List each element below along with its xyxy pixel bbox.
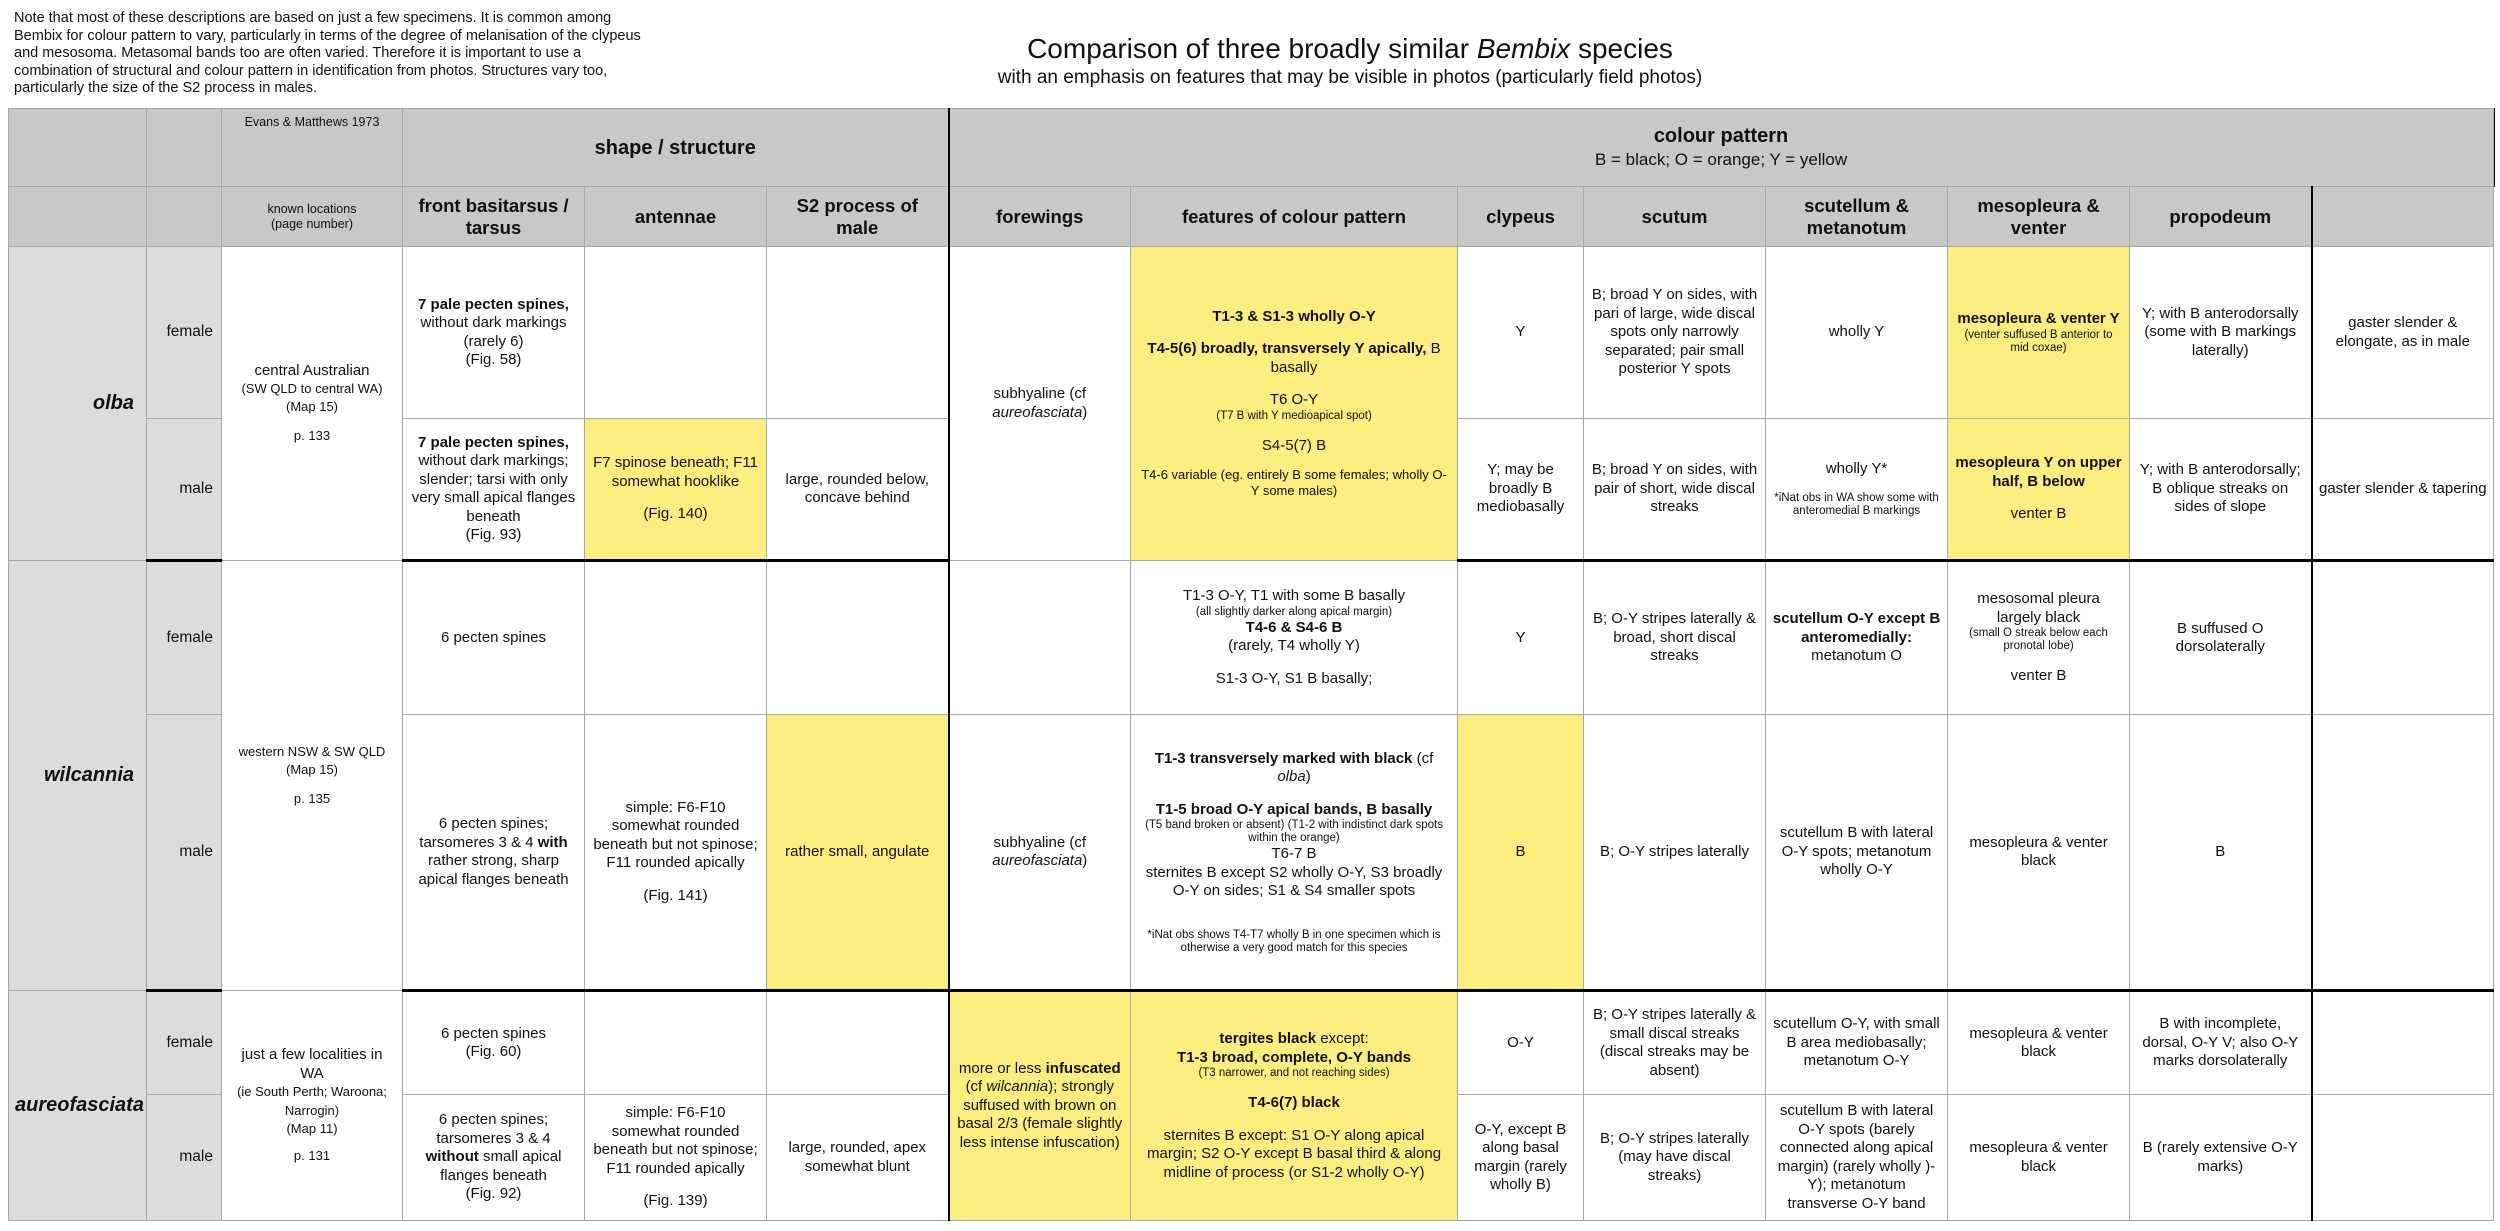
text-bold: T4-6(7) black — [1248, 1094, 1340, 1111]
fig-ref: (Fig. 92) — [465, 1185, 522, 1203]
text-italic: aureofasciata — [992, 403, 1083, 421]
header-column-row — [9, 187, 2494, 247]
text-bold: T4-5(6) broadly, transversely Y apically, — [1147, 340, 1427, 358]
olba-male-s2: large, rounded below, concave behind — [767, 419, 949, 561]
title-post: species — [1570, 33, 1673, 64]
text-bold: infuscated — [1045, 1059, 1121, 1077]
evans-header: Evans & Matthews 1973 — [222, 109, 403, 187]
text-line: F7 spinose beneath; F11 somewhat hooklike — [593, 454, 758, 490]
aureofasciata-forewings — [949, 991, 1131, 1221]
wilcannia-male-front — [403, 715, 585, 991]
olba-female-clypeus: Y — [1458, 247, 1584, 419]
text-line: S4-5(7) B — [1261, 436, 1327, 454]
text-part: ); strongly suffused with brown on basal 2/3 (female slightly less intense infuscation) — [957, 1078, 1123, 1151]
wilcannia-locations — [222, 561, 403, 991]
text-part: subhyaline (cf — [993, 385, 1087, 402]
corner-cell — [147, 109, 222, 187]
sex-label: female — [147, 247, 222, 419]
text-line: venter B — [2010, 505, 2067, 523]
wilcannia-female-forewings — [949, 561, 1131, 715]
text-line: 6 pecten spines — [440, 1024, 547, 1042]
olba-female-scutum: B; broad Y on sides, with pari of large, wide discal spots only narrowly separated; pair small posterior Y spots — [1584, 247, 1766, 419]
text-line: (rarely, T4 wholly Y) — [1228, 637, 1360, 654]
olba-male-mesopleura — [1948, 419, 2130, 561]
aureofasciata-female-s2 — [767, 991, 949, 1095]
aureofasciata-female-scutum: B; O-Y stripes laterally & small discal streaks (discal streaks may be absent) — [1584, 991, 1766, 1095]
text-bold: mesopleura & venter Y — [1957, 310, 2120, 328]
col-s2-process: S2 process of male — [767, 187, 949, 247]
text-part: 6 pecten spines; tarsomeres 3 & 4 — [419, 815, 549, 851]
page-number-label: (page number) — [271, 216, 353, 231]
aureofasciata-male-front — [403, 1095, 585, 1221]
wilcannia-male-scutum: B; O-Y stripes laterally — [1584, 715, 1766, 991]
wilcannia-female-s2 — [767, 561, 949, 715]
text-line: without dark markings; slender; tarsi with only very small apical flanges beneath — [411, 452, 576, 525]
colour-key: B = black; O = orange; Y = yellow — [1594, 149, 1848, 169]
aureofasciata-features — [1131, 991, 1458, 1221]
text-part: (cf — [965, 1078, 987, 1096]
col-other — [2312, 187, 2494, 247]
species-name-aureofasciata: aureofasciata — [9, 991, 147, 1221]
loc-line: western NSW & SW QLD — [238, 743, 386, 759]
loc-page: p. 131 — [293, 1147, 331, 1163]
text-italic: olba — [1277, 768, 1306, 785]
wilcannia-male-other — [2312, 715, 2494, 991]
text-part: 6 pecten spines; tarsomeres 3 & 4 — [436, 1111, 551, 1147]
col-forewings: forewings — [949, 187, 1131, 247]
text-small: (small O streak below each pronotal lobe) — [1969, 627, 2108, 653]
wilcannia-male-clypeus: B — [1458, 715, 1584, 991]
aureofasciata-male-mesopleura: mesopleura & venter black — [1948, 1095, 2130, 1221]
text-bold: 7 pale pecten spines, — [418, 295, 569, 313]
corner-cell — [9, 109, 147, 187]
fig-ref: (Fig. 60) — [465, 1043, 522, 1060]
title-pre: Comparison of three broadly similar — [1027, 33, 1477, 64]
wilcannia-female-features — [1131, 561, 1458, 715]
text-italic: aureofasciata — [992, 852, 1083, 869]
text-small: (venter suffused B anterior to mid coxae) — [1964, 328, 2113, 354]
fig-ref: (Fig. 141) — [643, 886, 708, 904]
text-bold: 7 pale pecten spines, — [418, 433, 569, 451]
olba-features — [1131, 247, 1458, 561]
aureofasciata-male-clypeus: O-Y, except B along basal margin (rarely wholly B) — [1458, 1095, 1584, 1221]
text-bold: T1-3 & S1-3 wholly O-Y — [1212, 307, 1376, 325]
text-line: T6 O-Y — [1269, 391, 1319, 409]
aureofasciata-male-scutellum: scutellum B with lateral O-Y spots (barely connected along apical margin) (rarely wholly )- Y); metanotum transverse O-Y band — [1766, 1095, 1948, 1221]
wilcannia-male-mesopleura: mesopleura & venter black — [1948, 715, 2130, 991]
col-front-basitarsus: front basitarsus / tarsus — [403, 187, 585, 247]
text-small: (T5 band broken or absent) (T1-2 with indistinct dark spots within the orange) — [1145, 819, 1443, 844]
text-bold: T1-3 broad, complete, O-Y bands — [1177, 1048, 1411, 1066]
text-line: simple: F6-F10 somewhat rounded beneath but not spinose; F11 rounded apically — [593, 798, 758, 872]
text-line: sternites B except: S1 O-Y along apical margin; S2 O-Y except B basal third & along midline of process (or S1-2 wholly O-Y) — [1146, 1126, 1442, 1181]
olba-male-antennae — [585, 419, 767, 561]
aureofasciata-female-other — [2312, 991, 2494, 1095]
sex-label: male — [147, 419, 222, 561]
olba-forewings — [949, 247, 1131, 561]
olba-female-s2 — [767, 247, 949, 419]
olba-female-antennae — [585, 247, 767, 419]
col-scutellum: scutellum & metanotum — [1766, 187, 1948, 247]
olba-male-scutellum — [1766, 419, 1948, 561]
col-antennae: antennae — [585, 187, 767, 247]
loc-line: (SW QLD to central WA) — [241, 381, 383, 397]
page-title-block — [930, 32, 1770, 90]
olba-locations — [222, 247, 403, 561]
page-subtitle: with an emphasis on features that may be visible in photos (particularly field photos) — [997, 67, 1703, 88]
text-line: T4-6 variable (eg. entirely B some females; wholly O-Y some males) — [1141, 467, 1447, 499]
olba-female-other: gaster slender & elongate, as in male — [2312, 247, 2494, 419]
colour-pattern-header — [949, 109, 2494, 187]
page-title — [930, 32, 1770, 66]
header-group-row — [9, 109, 2494, 187]
fig-ref: (Fig. 93) — [465, 526, 522, 543]
wilcannia-female-clypeus: Y — [1458, 561, 1584, 715]
wilcannia-female-scutellum — [1766, 561, 1948, 715]
text-part: more or less — [958, 1059, 1046, 1077]
aureofasciata-female-scutellum: scutellum O-Y, with small B area mediobasally; metanotum O-Y — [1766, 991, 1948, 1095]
text-line: T6-7 B — [1271, 845, 1317, 862]
aureofasciata-male-antennae — [585, 1095, 767, 1221]
col-features-colour: features of colour pattern — [1131, 187, 1458, 247]
loc-map: (Map 15) — [285, 399, 339, 415]
aureofasciata-male-propodeum: B (rarely extensive O-Y marks) — [2130, 1095, 2312, 1221]
text-small: *iNat obs in WA show some with anteromedial B markings — [1774, 492, 1939, 518]
col-mesopleura: mesopleura & venter — [1948, 187, 2130, 247]
text-part: except: — [1316, 1030, 1369, 1047]
wilcannia-male-scutellum: scutellum B with lateral O-Y spots; metanotum wholly O-Y — [1766, 715, 1948, 991]
fig-ref: (Fig. 58) — [465, 351, 522, 368]
loc-page: p. 133 — [293, 427, 331, 443]
aureofasciata-male-s2: large, rounded, apex somewhat blunt — [767, 1095, 949, 1221]
wilcannia-male-forewings — [949, 715, 1131, 991]
aureofasciata-male-other — [2312, 1095, 2494, 1221]
shape-structure-header: shape / structure — [403, 109, 949, 187]
text-small: (T3 narrower, and not reaching sides) — [1198, 1067, 1390, 1079]
text-part: (cf — [1412, 749, 1434, 767]
text-part: ) — [1082, 403, 1088, 421]
loc-map: (Map 11) — [286, 1121, 338, 1136]
olba-male-propodeum: Y; with B anterodorsally; B oblique streaks on sides of slope — [2130, 419, 2312, 561]
text-part: rather strong, sharp apical flanges beneath — [418, 852, 569, 888]
colour-pattern-title: colour pattern — [1653, 124, 1789, 147]
corner-cell — [9, 187, 147, 247]
aureofasciata-female-clypeus: O-Y — [1458, 991, 1584, 1095]
aureofasciata-locations — [222, 991, 403, 1221]
loc-page: p. 135 — [293, 790, 331, 806]
fig-ref: (Fig. 140) — [643, 505, 708, 523]
wilcannia-female-row — [9, 561, 2494, 715]
aureofasciata-female-propodeum: B with incomplete, dorsal, O-Y V; also O-Y marks dorsolaterally — [2130, 991, 2312, 1095]
olba-male-scutum: B; broad Y on sides, with pair of short, wide discal streaks — [1584, 419, 1766, 561]
olba-female-propodeum: Y; with B anterodorsally (some with B markings laterally) — [2130, 247, 2312, 419]
text-bold: T1-5 broad O-Y apical bands, B basally — [1155, 800, 1433, 818]
text-italic: wilcannia — [986, 1078, 1049, 1096]
sex-label: male — [147, 715, 222, 991]
wilcannia-female-mesopleura — [1948, 561, 2130, 715]
wilcannia-male-s2: rather small, angulate — [767, 715, 949, 991]
corner-cell — [147, 187, 222, 247]
col-scutum: scutum — [1584, 187, 1766, 247]
text-bold: tergites black — [1219, 1030, 1317, 1047]
text-small: *iNat obs shows T4-T7 wholly B in one specimen which is otherwise a very good match for this species — [1147, 928, 1441, 954]
text-bold: mesopleura Y on upper half, B below — [1955, 454, 2122, 490]
text-line: metanotum O — [1811, 647, 1902, 665]
known-locations-label: known locations — [267, 201, 357, 216]
text-bold: without — [425, 1148, 479, 1166]
text-part: small apical flanges beneath — [440, 1148, 562, 1184]
olba-female-row — [9, 247, 2494, 419]
text-bold: scutellum O-Y except B anteromedially: — [1772, 610, 1941, 646]
olba-male-clypeus: Y; may be broadly B mediobasally — [1458, 419, 1584, 561]
text-bold: T4-6 & S4-6 B — [1245, 618, 1343, 636]
wilcannia-female-front: 6 pecten spines — [403, 561, 585, 715]
loc-map: (Map 15) — [285, 762, 339, 778]
wilcannia-female-scutum: B; O-Y stripes laterally & broad, short discal streaks — [1584, 561, 1766, 715]
aureofasciata-female-row — [9, 991, 2494, 1095]
text-bold: T1-3 transversely marked with black — [1154, 749, 1413, 767]
wilcannia-female-propodeum: B suffused O dorsolaterally — [2130, 561, 2312, 715]
olba-female-mesopleura — [1948, 247, 2130, 419]
species-name-olba: olba — [9, 247, 147, 561]
aureofasciata-female-antennae — [585, 991, 767, 1095]
text-small: (all slightly darker along apical margin) — [1195, 605, 1393, 618]
olba-male-front — [403, 419, 585, 561]
loc-line: just a few localities in WA — [241, 1046, 383, 1082]
text-line: wholly Y* — [1825, 459, 1888, 477]
wilcannia-female-antennae — [585, 561, 767, 715]
aureofasciata-female-mesopleura: mesopleura & venter black — [1948, 991, 2130, 1095]
text-small: (T7 B with Y medioapical spot) — [1216, 409, 1372, 422]
col-propodeum: propodeum — [2130, 187, 2312, 247]
olba-female-front — [403, 247, 585, 419]
text-part: B basally — [1270, 340, 1441, 376]
sex-label: female — [147, 991, 222, 1095]
fig-ref: (Fig. 139) — [643, 1192, 708, 1210]
disclaimer-note: Note that most of these descriptions are based on just a few specimens. It is common among Bembix for colour pattern to vary, particularly in terms of the degree of melanisation of the clypeus and mesosoma. Metasomal bands too are often varied. Therefore it is important to use a combination of structural and colour pattern in identification from photos. Structures vary too, particularly the size of the S2 process in males. — [14, 10, 641, 96]
text-line: S1-3 O-Y, S1 B basally; — [1215, 669, 1373, 687]
sex-label: female — [147, 561, 222, 715]
text-part: ) — [1305, 768, 1311, 785]
aureofasciata-male-scutum: B; O-Y stripes laterally (may have discal streaks) — [1584, 1095, 1766, 1221]
title-genus: Bembix — [1476, 33, 1571, 64]
aureofasciata-female-front — [403, 991, 585, 1095]
loc-line: central Australian — [254, 361, 370, 379]
text-part: ) — [1082, 852, 1088, 869]
text-part: subhyaline (cf — [993, 833, 1087, 851]
sex-label: male — [147, 1095, 222, 1221]
wilcannia-male-antennae — [585, 715, 767, 991]
wilcannia-female-other — [2312, 561, 2494, 715]
loc-line: (ie South Perth; Waroona; Narrogin) — [237, 1084, 387, 1118]
olba-female-scutellum: wholly Y — [1766, 247, 1948, 419]
text-line: simple: F6-F10 somewhat rounded beneath but not spinose; F11 rounded apically — [593, 1104, 758, 1177]
olba-male-other: gaster slender & tapering — [2312, 419, 2494, 561]
text-line: mesosomal pleura largely black — [1977, 590, 2100, 626]
text-line: T1-3 O-Y, T1 with some B basally — [1182, 587, 1406, 604]
text-line: without dark markings — [420, 314, 567, 331]
comparison-table — [8, 108, 2494, 1221]
col-clypeus: clypeus — [1458, 187, 1584, 247]
text-line: sternites B except S2 wholly O-Y, S3 broadly O-Y on sides; S1 & S4 smaller spots — [1145, 863, 1443, 899]
known-locations-header — [222, 187, 403, 247]
wilcannia-male-propodeum: B — [2130, 715, 2312, 991]
text-line: (rarely 6) — [463, 332, 524, 350]
species-name-wilcannia: wilcannia — [9, 561, 147, 991]
wilcannia-male-features — [1131, 715, 1458, 991]
text-bold: with — [537, 833, 568, 851]
text-line: venter B — [2010, 667, 2067, 685]
